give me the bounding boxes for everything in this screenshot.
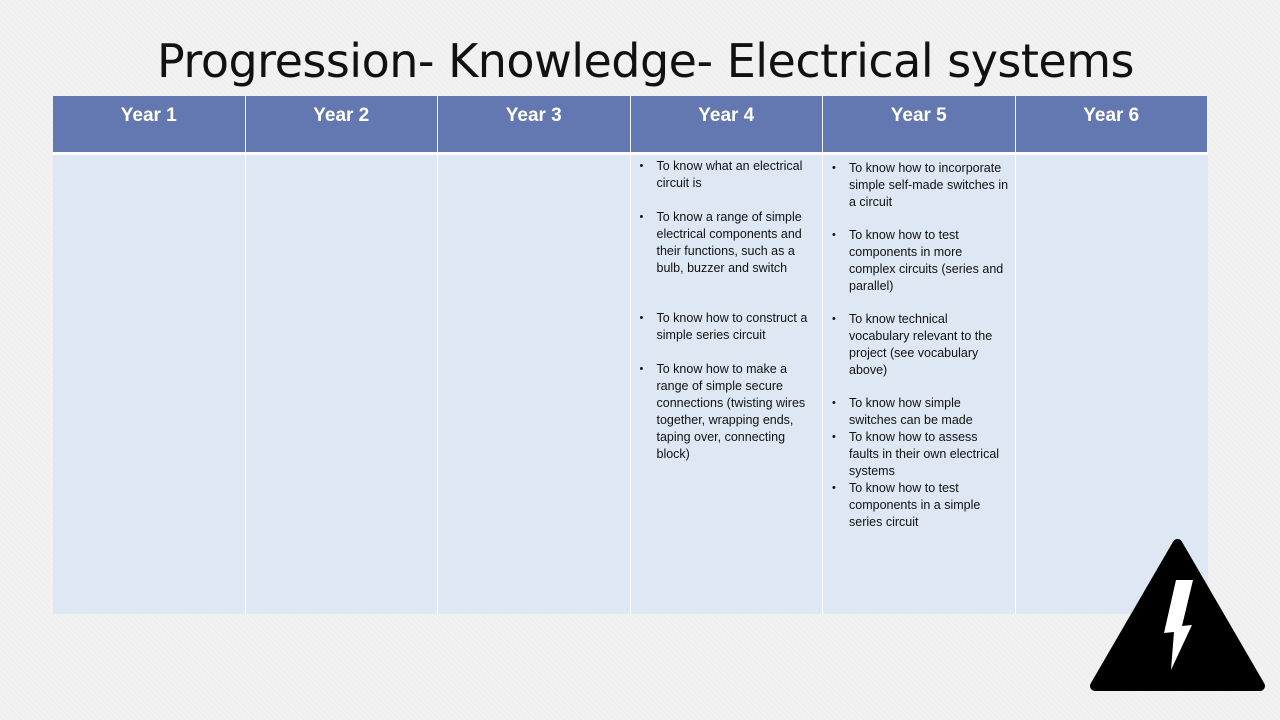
list-item: • To know how to test components in more complex circuits (series and parallel) bbox=[828, 227, 1009, 295]
cell-year-3 bbox=[438, 155, 631, 614]
header-year-4: Year 4 bbox=[631, 96, 824, 152]
header-year-5: Year 5 bbox=[823, 96, 1016, 152]
list-item: • To know how to construct a simple series circuit bbox=[636, 310, 817, 344]
year-5-list bbox=[828, 160, 1009, 531]
list-item: • To know technical vocabulary relevant to the project (see vocabulary above) bbox=[828, 311, 1009, 379]
high-voltage-warning-icon bbox=[1090, 538, 1265, 694]
header-year-1: Year 1 bbox=[53, 96, 246, 152]
list-item: • To know how to assess faults in their own electrical systems bbox=[828, 429, 1009, 480]
list-item: • To know how to incorporate simple self-made switches in a circuit bbox=[828, 160, 1009, 211]
list-item: • To know a range of simple electrical components and their functions, such as a bulb, buzzer and switch bbox=[636, 209, 817, 277]
cell-year-2 bbox=[246, 155, 439, 614]
cell-year-1 bbox=[53, 155, 246, 614]
header-year-2: Year 2 bbox=[246, 96, 439, 152]
list-item: • To know how to make a range of simple secure connections (twisting wires together, wrapping ends, taping over, connecting block) bbox=[636, 361, 817, 463]
year-4-list bbox=[636, 158, 817, 463]
header-year-6: Year 6 bbox=[1016, 96, 1209, 152]
cell-year-4 bbox=[631, 155, 824, 614]
list-item: • To know how to test components in a simple series circuit bbox=[828, 480, 1009, 531]
list-item: • To know how simple switches can be made bbox=[828, 395, 1009, 429]
list-item: • To know what an electrical circuit is bbox=[636, 158, 817, 192]
progression-table bbox=[53, 96, 1208, 614]
page-title: Progression- Knowledge- Electrical systems bbox=[157, 34, 1135, 88]
cell-year-5 bbox=[823, 155, 1016, 614]
header-year-3: Year 3 bbox=[438, 96, 631, 152]
